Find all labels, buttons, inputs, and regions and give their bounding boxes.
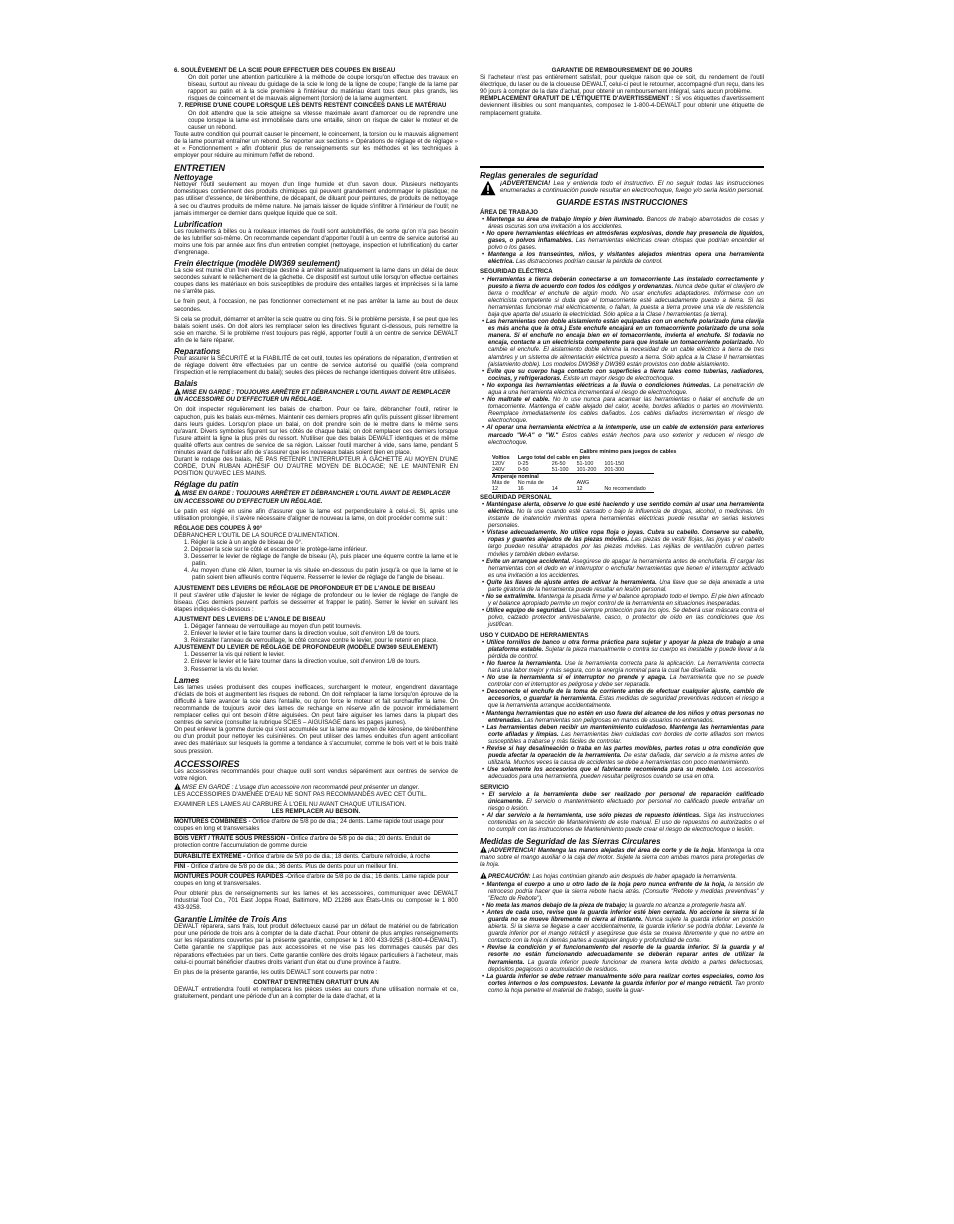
bullet-item: • No fuerce la herramienta. Use la herramienta correcta para la aplicación. La herramienta correcta hará una labor mejor y más segura, con la energía nominal para la cual fue diseñada.: [482, 660, 764, 674]
etiquette-heading: REMPLACEMENT GRATUIT DE L'ÉTIQUETTE D'AVERTISSEMENT :: [480, 96, 674, 103]
blade-item: BOIS VERT / TRAITÉ SOUS PRESSION - Orifice d'arbre de 5/8 po de dia.; 20 dents. Enduit de protection contre l'accumulation de gomme durcie: [174, 836, 431, 850]
bullet-dot: •: [482, 319, 486, 326]
coupes-90-step: 3. Desserrer le levier de réglage de l'angle de biseau (A), puis placer une équerre contre la lame et le patin.: [184, 554, 458, 568]
bullet-dot: •: [482, 945, 488, 952]
cable-table-title: Calibre mínimo para juegos de cables: [579, 448, 677, 455]
bullet-item: • No opere herramientas eléctricas en atmósferas explosivas, donde hay presencia de líquidos, gases, o polvos inflamables. Las herramientas eléctricas crean chispas que podrían encender el polvo o los gases.: [482, 230, 764, 252]
etiquette-body: Si vos étiquettes d'avertissement deviennent illisibles ou sont manquantes, composez le 1-800-4-DEWALT pour obtenir une étiquette de remplacement gratuite.: [480, 96, 765, 117]
coupes-90-heading: RÉGLAGE DES COUPES À 90°: [174, 525, 263, 532]
medidas-heading: Medidas de Seguridad de las Sierras Circulares: [480, 837, 661, 847]
bullet-dot: •: [482, 639, 487, 646]
bullet-dot: •: [482, 530, 487, 537]
bullet-dot: •: [482, 216, 487, 223]
bullet-item: • No maltrate el cable. No lo use nunca para acarrear las herramientas o halar el enchufe de un tomacorriente. Mantenga el cable alejado del calor, aceite, bordes afilados o partes en movimiento. Reemplace inmediatamente los cables dañados. Los cables dañados incrementan el riesgo de electrochoque.: [482, 397, 764, 425]
balais-warning: MISE EN GARDE : TOUJOURS ARRÊTER ET DÉBRANCHER L'OUTIL AVANT DE REMPLACER UN ACCESSOIRE OU D'EFFECTUER UN RÉGLAGE.: [174, 390, 451, 404]
medidas-warning: Mantenga la otra mano sobre el mango auxiliar o la caja del motor. Sujete la sierra con ambas manos para protegerlas de la hoja.: [480, 848, 764, 869]
warning-triangle-icon: [480, 872, 487, 879]
bullet-dot: •: [482, 689, 487, 696]
warning-triangle-icon: [174, 783, 181, 790]
bullet-item: • Manténgase alerta, observe lo que esté haciendo y use sentido común al usar una herramienta eléctrica. No la use cuando esté cansado o bajo la influencia de drogas, alcohol, o medicinas. Un instante de inatención mientras opera herramientas eléctricas puede resultar en serias lesiones personales.: [482, 501, 764, 530]
ajustement-biseau-step: 1. Dégager l'anneau de verrouillage au moyen d'un petit tournevis.: [184, 624, 362, 630]
bullet-item: • Mantenga su área de trabajo limpio y bien iluminado. Bancos de trabajo abarrotados de cosas y áreas oscuras son una invitación a los accidentes.: [482, 216, 764, 230]
reglage-warning: MISE EN GARDE : TOUJOURS ARRÊTER ET DÉBRANCHER L'OUTIL AVANT DE REMPLACER UN ACCESSOIRE OU D'EFFECTUER UN RÉGLAGE.: [174, 491, 451, 505]
blade-item: DURABILITÉ EXTRÊME - Orifice d'arbre de 5/8 po de dia.; 18 dents. Carbure refroidie, à roche: [174, 853, 431, 860]
lubrification-heading: Lubrification: [174, 219, 223, 229]
bullet-item: • Herramientas a tierra deberán conectarse a un tomacorriente Las instalado correctamente y puesto a tierra de acuerdo con todos los códigos y ordenanzas. Nunca debe quitar el clavijero de tierra o modificar el enchufe de algún modo. No usar enchufes adaptadores. Infórmese con un electricista competente si duda que el tomacorriente esté adecuadamente puesto a tierra. Si las herramientas funcionan mal eléctricamente, o fallan, la puesta a tierra provee una vía de resistencia baja que aparta del usuario la electricidad. Sólo aplica a la Clase I herramientas (a tierra).: [482, 276, 764, 318]
bullet-item: • Mantenga el cuerpo a uno u otro lado de la hoja pero nunca enfrente de la hoja, la tensión de retroceso podría hacer que la sierra rebote hacia atrás. (Consulte "Rebote y medidas preventivas" y "Efecto de Rebote").: [482, 881, 764, 902]
accessoires-examine: EXAMINER LES LAMES AU CARBURE À L'OEIL NU AVANT CHAQUE UTILISATION.: [174, 801, 407, 808]
section-6-title: 6. SOULÈVEMENT DE LA SCIE POUR EFFECTUER DES COUPES EN BISEAU: [174, 68, 396, 74]
seguridad-personal-heading: SEGURIDAD PERSONAL: [480, 494, 552, 501]
lubrification-body: Les roulements à billes ou à rouleaux internes de l'outil sont autolubrifiés, de sorte qu'on n'a pas besoin de les lubrifier soi-même. On recommande cependant d'apporter l'outil à un centre de service autorisé au moins une fois par année aux fins d'un entretien complet (nettoyage, inspection et lubrification) du carter d'engrenage.: [174, 228, 458, 256]
balais-body-2: Durant le rodage des balais, NE PAS RETENIR L'INTERRUPTEUR À GÂCHETTE AU MOYEN D'UNE CORDE, D'UN RUBAN ADHÉSIF OU D'AUTRE MOYEN DE BLOCAGE; NE LE MAINTENIR EN POSITION QU'AVEC LES MAINS.: [174, 457, 458, 478]
guarde-heading: GUARDE ESTAS INSTRUCCIONES: [556, 197, 688, 207]
seguridad-electrica-heading: SEGURIDAD ELÉCTRICA: [480, 269, 553, 276]
bullet-dot: •: [482, 812, 487, 819]
rebound-summary: Toute autre condition qui pourrait causer le pincement, le coincement, la torsion ou le mauvais alignement de la lame pourrait entraîner un rebond. Se reporter aux sections « Opérations de réglage et de réglage » et « Fonctionnement » afin d'obtenir plus de renseignements sur les méthodes et les techniques à employer pour réduire au minimum l'effet de rebond.: [174, 131, 458, 160]
precaucion-label: PRECAUCIÓN:: [488, 874, 531, 881]
garantie-body-2: En plus de la présente garantie, les outils DEWALT sont couverts par notre :: [174, 969, 378, 976]
bullet-dot: •: [482, 382, 487, 389]
bullet-item: • Al operar una herramienta eléctrica a la intemperie, use un cable de extensión para exteriores marcado "W-A" o "W." Estos cables están hechos para uso exterior y reducen el riesgo de electrochoque.: [482, 425, 764, 446]
bullet-item: • No se extralimite. Mantenga la pisada firme y el balance apropiado todo el tiempo. El pie bien afincado y el balance apropiado permite un mejor control de la herramienta en situaciones inesperadas.: [482, 594, 764, 608]
bullet-item: • Mantenga herramientas que no estén en uso fuera del alcance de los niños y otras personas no entrenadas. Las herramientas son peligrosas en manos de usuarios no entrenados.: [482, 710, 764, 724]
section-7-body: On doit attendre que la scie atteigne sa vitesse maximale avant d'amorcer ou de reprendre une coupe lorsque la lame est immobilisée dans une entaille, sinon on risque de caler le moteur et de causer un rebond.: [188, 110, 458, 131]
contrat-heading: CONTRAT D'ENTRETIEN GRATUIT D'UN AN: [253, 979, 379, 986]
bullet-item: • Utilice tornillos de banco u otra forma práctica para sujetar y apoyar la pieza de trabajo a una plataforma estable. Sujetar la pieza manualmente o contra su cuerpo es inestable y puede llevar a la pérdida de control.: [482, 639, 765, 660]
bullet-dot: •: [482, 710, 486, 717]
ajustement-heading: AJUSTEMENT DES LEVIERS DE RÉGLAGE DE PROFONDEUR ET DE L'ANGLE DE BISEAU: [174, 585, 436, 592]
bullet-dot: •: [482, 594, 486, 601]
contrat-body: DEWALT entretiendra l'outil et remplacera les pièces usées au cours d'une utilisation normale et ce, gratuitement, pendant une période d'un an à compter de la date d'achat, et la: [174, 986, 458, 1001]
garantie-heading: Garantie Limitée de Trois Ans: [174, 915, 287, 925]
ajustement-profondeur-step: 3. Resserrer la vis du levier.: [184, 666, 259, 673]
bullet-dot: •: [482, 675, 488, 682]
bullet-item: • Quite las llaves de ajuste antes de activar la herramienta. Una llave que se deja anexada a una parte giratoria de la herramienta puede resultar en lesión personal.: [482, 579, 764, 593]
accessoires-replace: LES REMPLACER AU BESOIN.: [271, 809, 361, 816]
bullet-dot: •: [482, 579, 487, 586]
reglas-warning-label: ¡ADVERTENCIA!: [500, 179, 551, 187]
frein-heading: Frein électrique (modèle DW369 seulement): [174, 259, 340, 269]
bullet-dot: •: [482, 252, 488, 259]
medidas-warning-label: ¡ADVERTENCIA! Mantenga las manos alejadas del área de corte y de la hoja.: [488, 848, 716, 855]
lames-body-1: Les lames usées produisent des coupes inefficaces, surchargent le moteur, engendrent davantage d'éclats de bois et augmentent les risques de rebond. On doit remplacer la lame lorsqu'on éprouve de la difficulté à faire avancer la scie dans l'entaille, ou qu'on force le moteur et fait surchauffer la lame. On recommande de toujours avoir des lames de rechange en réserve afin de pouvoir immédiatement remplacer celles qui ont besoin d'être aiguisées. On peut faire aiguiser les lames dans la plupart des centres de service (consulter la rubrique SCIES – AIGUISAGE dans les pages jaunes).: [174, 684, 458, 727]
bullet-dot: •: [482, 397, 488, 404]
ajustement-body: Il peut s'avérer utile d'ajuster le levier de réglage de profondeur ou le levier de réglage de l'angle de biseau. (Ces derniers peuvent parfois se desserrer et frapper le patin). Serrer le levier en suivant les étapes indiquées ci-dessous :: [174, 592, 458, 613]
coupes-90-intro: DÉBRANCHER L'OUTIL DE LA SOURCE D'ALIMENTATION.: [174, 532, 340, 539]
bullet-item: • No use la herramienta si el interruptor no prende y apaga. La herramienta que no se puede controlar con el interruptor es peligrosa y debe ser reparada.: [482, 675, 764, 689]
ajustement-profondeur-step: 1. Desserrer la vis qui retient le levier.: [184, 652, 285, 659]
reparations-body: Pour assurer la SÉCURITÉ et la FIABILITÉ de cet outil, toutes les opérations de réparation, d'entretien et de réglage doivent être effectuées par un centre de service autorisé ou qualifié (cela comprend l'inspection et le remplacement du balai); seules des pièces de rechange identiques doivent être utilisées.: [174, 356, 458, 377]
left-column: [174, 68, 458, 1001]
blade-item: MONTURES POUR COUPES RAPIDES -Orifice d'arbre de 5/8 po de dia.; 16 dents. Lame rapide pour coupes en long et transversales.: [174, 873, 450, 887]
reglas-heading: Reglas generales de seguridad: [480, 170, 598, 180]
accessoires-water-note: LES ACCESSOIRES D'AMENÉE D'EAU NE SONT PAS RECOMMANDÉS AVEC CET OUTIL.: [174, 791, 427, 798]
balais-heading: Balais: [174, 379, 198, 389]
right-column: [480, 68, 764, 995]
accessoires-warning: MISE EN GARDE : L'usage d'un accessoire non recommandé peut présenter un danger.: [182, 784, 420, 791]
bullet-dot: •: [482, 368, 487, 375]
bullet-dot: •: [482, 501, 487, 508]
servicio-heading: SERVICIO: [480, 784, 509, 791]
reparations-heading: Reparations: [174, 347, 221, 356]
accessoires-heading: ACCESSOIRES: [174, 758, 240, 769]
frein-body-1: La scie est munie d'un frein électrique destiné à arrêter automatiquement la lame dans un délai de deux secondes suivant le relâchement de la gâchette. Ce dispositif est surtout utile lorsqu'on effectue certaines coupes dans les matériaux en bois susceptibles de produire des entailles larges et imprécises si la lame ne s'arrête pas.: [174, 268, 458, 296]
bullet-dot: •: [482, 902, 486, 909]
section-6-body: On doit porter une attention particulière à la méthode de coupe lorsqu'on effectue des travaux en biseau, surtout au niveau du guidage de la scie le long de la ligne de coupe; l'angle de la lame par rapport au patin et à la scie première à l'intérieur du matériau étant tous deux plus grands, les risques de coincement et de mauvais alignement (torsion) de la lame augmentent.: [188, 75, 458, 103]
ajustement-profondeur-step: 2. Enlever le levier et le faire tourner dans la direction voulue, soit d'environ 1/8 de tours.: [184, 659, 421, 666]
accessoires-info: Pour obtenir plus de renseignements sur les lames et les accessoires, communiquer avec DEWALT Industrial Tool Co., 701 East Joppa Road, Baltimore, MD 21286 aux États-Unis ou composer le 1 800 433-9258.: [174, 890, 458, 912]
bullet-item: • Utilice equipo de seguridad. Use siempre protección para los ojos. Se deberá usar máscara contra el polvo, calzado protector antirresbalante, casco, o protector de oído en las condiciones que los justifican.: [482, 608, 764, 629]
blade-item: FINI - Orifice d'arbre de 5/8 po de dia.; 36 dents. Plus de dents pour un meilleur fini.: [174, 863, 399, 870]
bullet-item: • Las herramientas deben recibir un mantenimiento cuidadoso. Mantenga las herramientas para corte afiladas y limpias. Las herramientas bien cuidadas con bordes de corte afilados son menos susceptibles a trabarse y más fáciles de controlar.: [482, 724, 764, 745]
bullet-item: • La guarda inferior se debe retraer manualmente sólo para realizar cortes especiales, como los cortes internos o los compuestos. Levante la guarda inferior por el mango retráctil. Tan pronto como la hoja penetre el material de trabajo, suelte la guar-: [482, 973, 764, 994]
bullet-dot: •: [482, 909, 487, 916]
blade-item: MONTURES COMBINÉES - Orifice d'arbre de 5/8 po de dia.; 24 dents. Lame rapide tout usage pour coupes en long et transversales: [174, 819, 445, 833]
bullet-dot: •: [482, 425, 487, 432]
bullet-item: • Evite que su cuerpo haga contacto con superficies a tierra tales como tuberías, radiadores, cocinas, y refrigeradoras. Existe un mayor riesgo de electrochoque.: [482, 368, 764, 382]
bullet-item: • No exponga las herramientas eléctricas a la lluvia o condiciones húmedas. La penetración de agua a una herramienta eléctrica incrementará el riesgo de electrochoque.: [482, 382, 764, 396]
bullet-dot: •: [482, 791, 489, 798]
uso-cuidado-heading: USO Y CUIDADO DE HERRAMIENTAS: [480, 632, 589, 639]
entretien-heading: ENTRETIEN: [174, 163, 226, 174]
bullet-dot: •: [482, 230, 487, 237]
coupes-90-step: 2. Déposer la scie sur le côté et escamoter le protège-lame inférieur.: [184, 547, 368, 554]
balais-body-1: On doit inspecter régulièrement les balais de charbon. Pour ce faire, débrancher l'outil, retirer le capuchon, puis les balais eux-mêmes. Maintenir ces derniers propres afin qu'ils puissent glisser librement dans leurs guides. Lorsqu'on place un balai, on doit prendre soin de le mettre dans le même sens qu'avant. Divers symboles figurent sur les côtés de chaque balai; on doit remplacer ces derniers lorsque l'usure atteint la ligne la plus près du ressort. N'utiliser que des balais DEWALT identiques et de même qualité offerts aux centres de service de sa région. Laisser l'outil marcher à vide, sans lame, pendant 5 minutes avant de l'utiliser afin de s'assurer que les nouveaux balais soient bien en place.: [174, 407, 458, 457]
frein-body-2: Le frein peut, à l'occasion, ne pas fonctionner correctement et ne pas arrêter la lame au bout de deux secondes.: [174, 299, 458, 313]
ajustement-biseau-step: 2. Enlever le levier et le faire tourner dans la direction voulue, soit d'environ 1/8 de tours.: [184, 631, 421, 638]
bullet-item: • Las herramientas con doble aislamiento están equipadas con un enchufe polarizado (una clavija es más ancha que la otra.) Este enchufe encajará en un tomacorriente polarizado de una sola manera. Si el enchufe no encaja bien en el tomacorriente, invierta el enchufe. Si todavía no encaja, contacte a un electricista competente para que instale un tomacorriente polarizado. No cambie el enchufe. El aislamiento doble elimina la necesidad de un cable eléctrico a tierra de tres alambres y un sistema de alimentación eléctrica puesto a tierra. Sólo aplica a la Clase II herramientas (aislamiento doble). Los modelos DW368 y DW369 están provistos con doble aislamiento.: [482, 319, 764, 368]
bullet-dot: •: [482, 276, 487, 283]
coupes-90-step: 1. Régler la scie à un angle de biseau de 0°.: [184, 539, 303, 546]
bullet-item: • Mantenga a los transeúntes, niños, y visitantes alejados mientras opera una herramienta eléctrica. Las distracciones podrían causar la pérdida de control.: [482, 252, 764, 266]
bullet-item: • Use solamente los accesorios que el fabricante recomienda para su modelo. Los accesorios adecuados para una herramienta, pueden resultar peligrosos cuando se usa en otra.: [482, 767, 764, 781]
bullet-dot: •: [482, 660, 487, 667]
bullet-item: • Evite un arranque accidental. Asegúrese de apagar la herramienta antes de enchufarla. El cargar las herramientas con el dedo en el interruptor o enchufar herramientas que tienen el interruptor activado es una invitación a los accidentes.: [482, 558, 764, 579]
precaucion-text: Las hojas continúan girando aún después de haber apagado la herramienta.: [530, 874, 738, 881]
nettoyage-heading: Nettoyage: [174, 173, 213, 183]
lames-heading: Lames: [174, 675, 200, 685]
bullet-item: • No meta las manos debajo de la pieza de trabajo; la guarda no alcanza a protegerle hasta allí.: [482, 902, 747, 909]
ajustement-biseau-heading: AJUSTMENT DES LEVIERS DE L'ANGLE DE BISEAU: [174, 616, 326, 623]
nettoyage-body: Nettoyer l'outil seulement au moyen d'un linge humide et d'un savon doux. Plusieurs nettoyants domestiques contiennent des produits chimiques qui peuvent grandement endommager le plastique; ne pas utiliser d'essence, de térébenthine, de décapant, de diluant pour peintures, de produits de nettoyage à sec ou d'autres produits de même nature. Ne jamais laisser de liquide s'infiltrer à l'intérieur de l'outil; ne jamais immerger ce dernier dans quelque liquide que ce soit.: [174, 182, 458, 217]
bullet-dot: •: [482, 608, 486, 615]
warning-triangle-icon: [174, 388, 181, 395]
ajustement-profondeur-heading: AJUSTEMENT DU LEVIER DE RÉGLAGE DE PROFONDEUR (MODÈLE DW369 SEULEMENT): [174, 645, 438, 652]
garantie-body-1: DEWALT réparera, sans frais, tout produit défectueux causé par un défaut de matériel ou de fabrication pour une période de trois ans à compter de la date d'achat. Pour obtenir de plus amples renseignements sur les réparations couvertes par la présente garantie, composer le 1 800 433-9258 (1-800-4-DEWALT). Cette garantie ne s'applique pas aux accessoires et ne vise pas les dommages causés par des réparations effectuées par un tiers. Cette garantie confère des droits légaux particuliers à l'acheteur, mais celui-ci pourrait bénéficier d'autres droits variant d'un état ou d'une province à l'autre.: [174, 924, 458, 966]
bullet-item: • Revise si hay desalineación o traba en las partes movibles, partes rotas u otra condición que pueda afectar la operación de la herramienta. De estar dañada, dar servicio a la misma antes de utilizarla. Muchos veces la causa de accidentes se debe a herramientas con poco mantenimiento.: [482, 746, 764, 767]
section-7-title: 7. REPRISE D'UNE COUPE LORSQUE LES DENTS RESTENT COINCÉES DANS LE MATÉRIAU: [178, 103, 447, 110]
bullet-dot: •: [482, 973, 487, 980]
bullet-item: • Revise la condición y el funcionamiento del resorte de la guarda inferior. Si la guarda y el resorte no están funcionando adecuadamente se deberán reparar antes de utilizar la herramienta. La guarda inferior puede funcionar de manera lenta debido a partes defectuosas, depósitos pegajosos o acumulación de residuos.: [482, 945, 764, 973]
bullet-item: • Al dar servicio a la herramienta, use sólo piezas de repuesto idénticas. Siga las instrucciones contenidas en la sección de Mantenimiento de este manual. El uso de repuestos no autorizados o el no cumplir con las instrucciones de Mantenimiento puede crear el riesgo de electrochoque o lesión.: [482, 812, 764, 834]
warning-triangle-icon: [174, 489, 181, 496]
remboursement-body: Si l'acheteur n'est pas entièrement satisfait, pour quelque raison que ce soit, du rendement de l'outil électrique, du laser ou de la cloueuse DEWALT, celui-ci peut le retourner, accompagné d'un reçu, dans les 90 jours à compter de la date d'achat, pour obtenir un remboursement intégral, sans aucun problème.: [480, 75, 764, 96]
bullet-dot: •: [482, 724, 487, 731]
bullet-item: • El servicio a la herramienta debe ser realizado por personal de reparación calificado únicamente. El servicio o mantenimiento efectuado por personal no calificado puede entrañar un riesgo o lesión.: [482, 791, 764, 812]
accessoires-body: Les accessoires recommandés pour chaque outil sont vendus séparément aux centres de service de votre région.: [174, 768, 458, 782]
ajustement-biseau-step: 3. Réinstaller l'anneau de verrouillage, le côté concave contre le levier, pour le retenir en place.: [184, 638, 438, 645]
remboursement-heading: GARANTIE DE REMBOURSEMENT DE 90 JOURS: [551, 68, 693, 74]
bullet-dot: •: [482, 767, 488, 774]
cable-gauge-table: Calibre mínimo para juegos de cables Voltios Largo total del cable en pies 120V 0-25 26-50 51-100 101-150 240V 0-50 51-100 101-200 201-300 Amperaje nominal Más de No más de AWG 12 16 14 12 No recomendado: [492, 449, 764, 493]
area-trabajo-heading: ÁREA DE TRABAJO: [480, 209, 538, 216]
warning-triangle-icon: [480, 180, 496, 196]
reglage-body: Le patin est réglé en usine afin d'assurer que la lame est perpendiculaire à celui-ci. Si, après une utilisation prolongée, il s'avère nécessaire d'aligner de nouveau la lame, on doit procéder comme suit :: [174, 508, 458, 522]
bullet-item: • Antes de cada uso, revise que la guarda inferior esté bien cerrada. No accione la sierra si la guarda no se mueve libremente ni cierra al instante. Nunca sujete la guarda inferior en posición abierta. Si la sierra se llegase a caer accidentalmente, la guarda inferior se podría doblar. Levante la guarda inferior por el mango retráctil y asegúrese que ésta se mueva libremente y que no entre en contacto con la hoja ni demás partes a cualquier ángulo y profundidad de corte.: [482, 909, 764, 945]
reglage-patin-heading: Réglage du patin: [174, 480, 239, 490]
frein-body-3: Si cela se produit, démarrer et arrêter la scie quatre ou cinq fois. Si le problème persiste, il se peut que les balais soient usés. On doit alors les remplacer selon les directives figurant ci-dessous, puis remettre la scie en marche. Si le problème n'est toujours pas réglé, apporter l'outil à un centre de service DEWALT afin de le faire réparer.: [174, 316, 459, 344]
warning-triangle-icon: [480, 846, 487, 853]
bullet-item: • Desconecte el enchufe de la toma de corriente antes de efectuar cualquier ajuste, cambio de accesorios, o guardar la herramienta. Estas medidas de seguridad preventivas reducen el riesgo a que la herramienta arranque accidentalmente.: [482, 689, 765, 710]
bullet-item: • Vístase adecuadamente. No utilice ropa floja o joyas. Cubra su cabello. Conserve su cabello, ropas y guantes alejados de las piezas móviles. Las piezas de vestir flojas, las joyas y el cabello largo pueden resultar atrapados por las piezas móviles. Las rejillas de ventilación cubren partes móviles y también deben evitarse.: [482, 530, 764, 558]
bullet-dot: •: [482, 746, 487, 753]
lames-body-2: On peut enlever la gomme durcie qui s'est accumulée sur la lame au moyen de kérosène, de térébenthine ou d'un produit pour nettoyer les cuisinières. On peut utiliser des lames enduites d'un agent anticollant avec des matériaux sur lesquels la gomme a tendance à s'accumuler, comme le bois vert et le bois traité sous pression.: [174, 727, 458, 755]
bullet-dot: •: [482, 881, 487, 888]
bullet-dot: •: [482, 558, 486, 565]
reglas-warning: Lea y entienda todo el instructivo. El no seguir todas las instrucciones enumeradas a continuación puede resultar en electrochoque, fuego y/o seria lesión personal.: [500, 179, 764, 195]
coupes-90-step: 4. Au moyen d'une clé Allen, tourner la vis située en-dessous du patin jusqu'à ce que la lame et le patin soient bien affleurés contre l'équerre. Resserrer le levier de réglage de l'angle de biseau.: [184, 568, 458, 582]
